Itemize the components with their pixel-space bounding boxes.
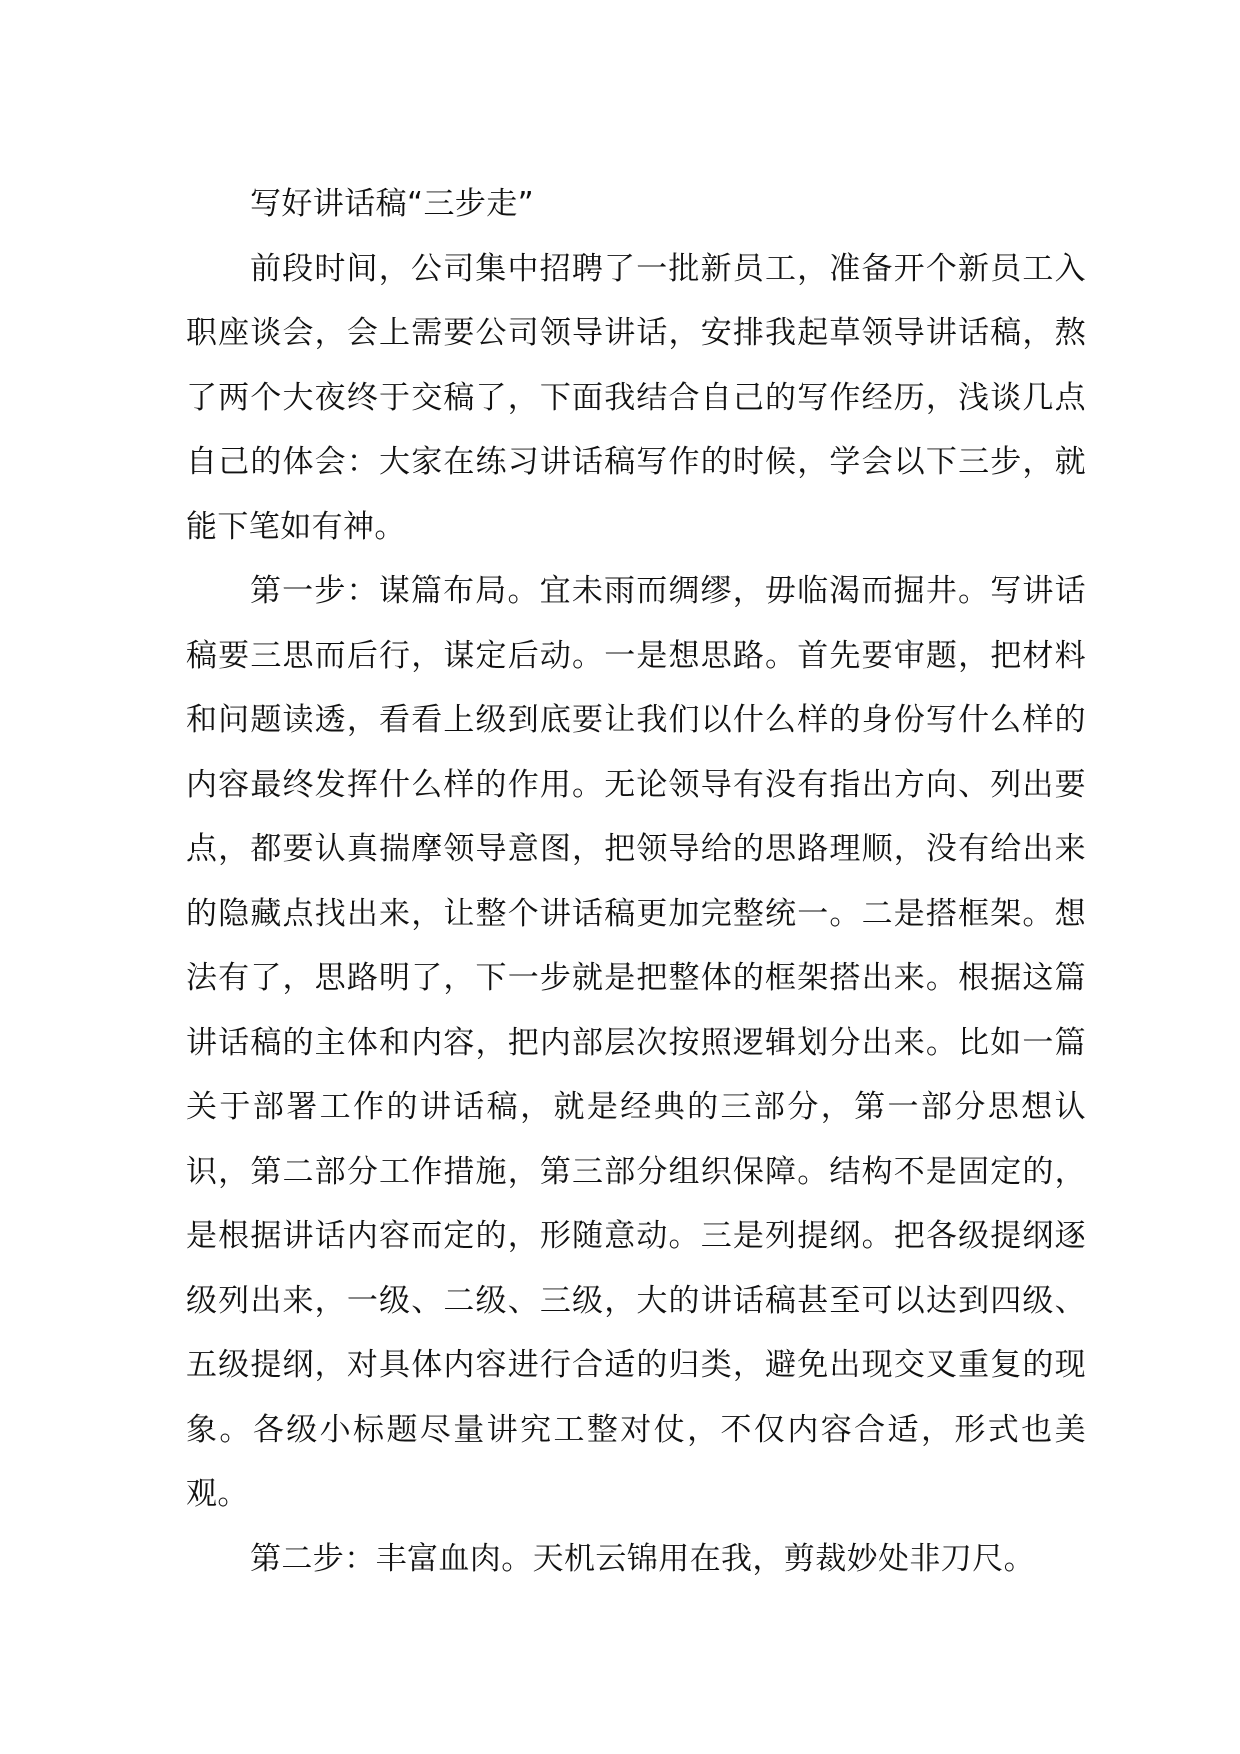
document-title: 写好讲话稿“三步走” <box>250 186 535 222</box>
paragraph-step-two: 第二步：丰富血肉。天机云锦用在我，剪裁妙处非刀尺。 <box>250 1540 1035 1577</box>
paragraph-step-one: 第一步：谋篇布局。宜未雨而绸缪，毋临渴而掘井。写讲话稿要三思而后行，谋定后动。一是想思路。首先要审题，把材料和问题读透，看看上级到底要让我们以什么样的身份写什么样的内容最终发挥什么样的作用。无论领导有没有指出方向、列出要点，都要认真揣摩领导意图，把领导给的思路理顺，没有给出来的隐藏点找出来，让整个讲话稿更加完整统一。二是搭框架。想法有了，思路明了，下一步就是把整体的框架搭出来。根据这篇讲话稿的主体和内容，把内部层次按照逻辑划分出来。比如一篇关于部署工作的讲话稿，就是经典的三部分，第一部分思想认识，第二部分工作措施，第三部分组织保障。结构不是固定的，是根据讲话内容而定的，形随意动。三是列提纲。把各级提纲逐级列出来，一级、二级、三级，大的讲话稿甚至可以达到四级、五级提纲，对具体内容进行合适的归类，避免出现交叉重复的现象。各级小标题尽量讲究工整对仗，不仅内容合适，形式也美观。 <box>186 573 1086 1512</box>
paragraph-intro: 前段时间，公司集中招聘了一批新员工，准备开个新员工入职座谈会，会上需要公司领导讲话，安排我起草领导讲话稿，熬了两个大夜终于交稿了，下面我结合自己的写作经历，浅谈几点自己的体会：大家在练习讲话稿写作的时候，学会以下三步，就能下笔如有神。 <box>186 250 1086 545</box>
document-body <box>186 172 1086 1591</box>
